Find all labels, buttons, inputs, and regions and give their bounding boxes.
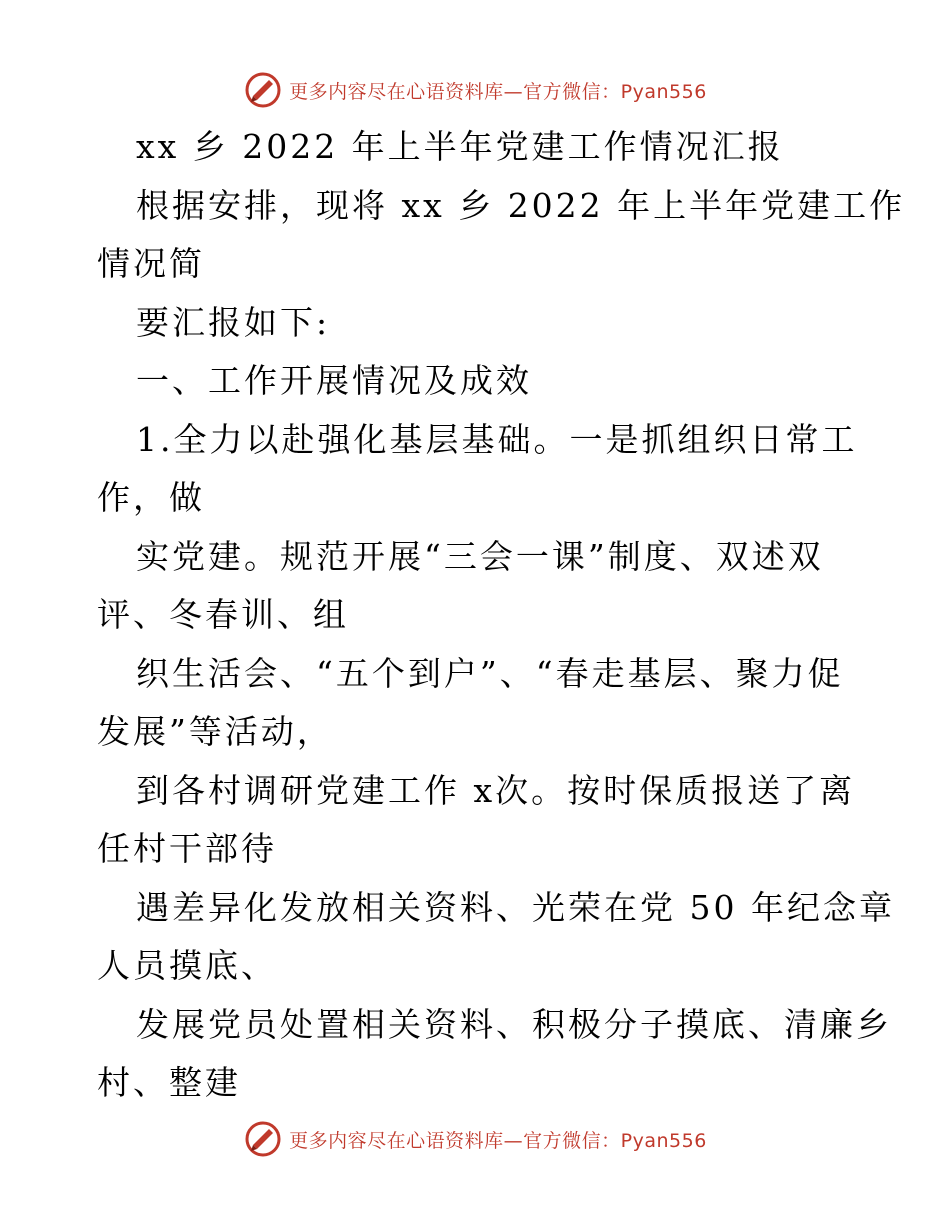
paragraph-line: 评、冬春训、组 [97,595,349,634]
watermark-label: 更多内容尽在心语资料库—官方微信： [289,1129,621,1152]
paragraph-line: 遇差异化发放相关资料、光荣在党 50 年纪念章 [136,888,895,927]
footer-watermark [0,1117,950,1161]
paragraph-line: 村、整建 [97,1063,241,1102]
document-title: xx 乡 2022 年上半年党建工作情况汇报 [136,127,784,166]
paragraph-line: 根据安排，现将 xx 乡 2022 年上半年党建工作 [136,186,906,225]
paragraph-line: 发展党员处置相关资料、积极分子摸底、清廉乡 [136,1005,892,1044]
paragraph-line: 1.全力以赴强化基层基础。一是抓组织日常工 [136,420,858,459]
pen-logo-icon [243,70,283,110]
paragraph-line: 人员摸底、 [97,946,277,985]
pen-logo-icon [243,1119,283,1159]
paragraph-line: 实党建。规范开展“三会一课”制度、双述双 [136,537,824,576]
paragraph-line: 任村干部待 [97,829,277,868]
watermark-wechat-id: Pyan556 [620,1129,707,1152]
watermark-label: 更多内容尽在心语资料库—官方微信： [289,80,621,103]
paragraph-line: 要汇报如下: [136,303,331,342]
header-watermark [0,68,950,112]
paragraph-line: 到各村调研党建工作 x次。按时保质报送了离 [136,771,856,810]
watermark-text [289,77,707,104]
paragraph-line: 情况简 [97,244,205,283]
paragraph-line: 作，做 [97,478,205,517]
watermark-text [289,1126,707,1153]
paragraph-line: 发展”等活动， [97,712,333,751]
paragraph-line: 织生活会、“五个到户”、“春走基层、聚力促 [136,654,844,693]
section-heading: 一、工作开展情况及成效 [136,361,532,400]
watermark-wechat-id: Pyan556 [620,80,707,103]
